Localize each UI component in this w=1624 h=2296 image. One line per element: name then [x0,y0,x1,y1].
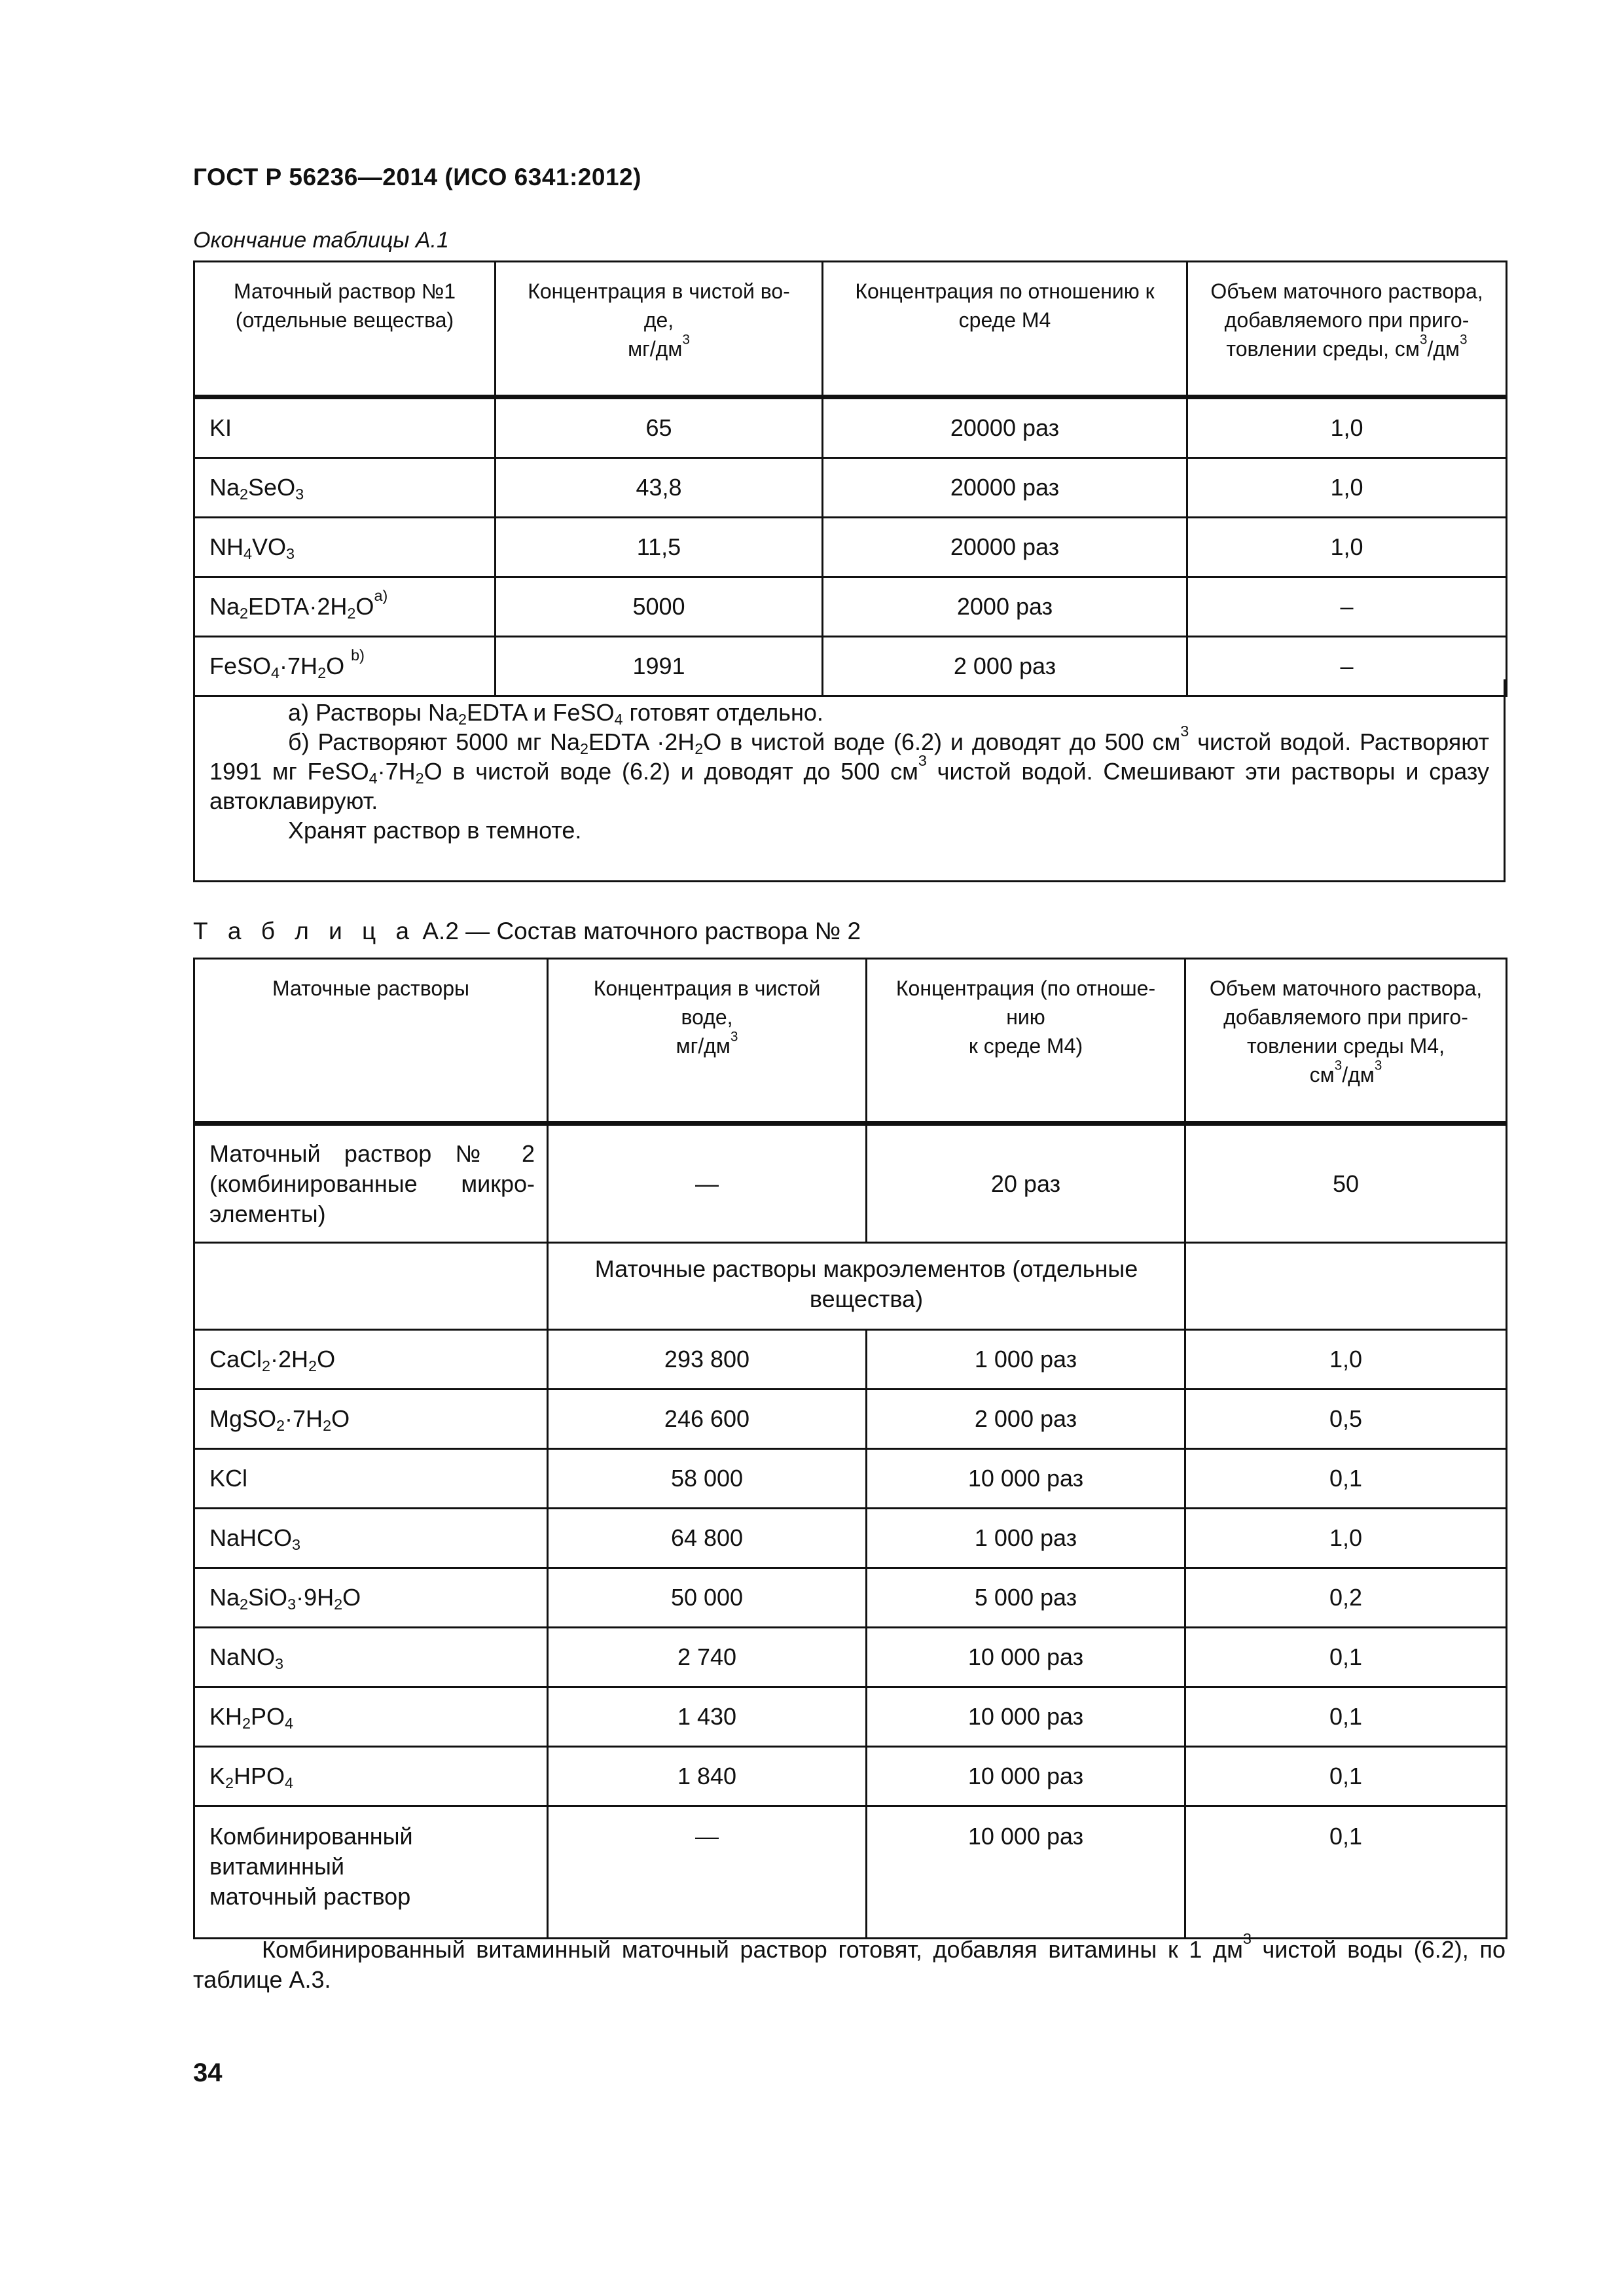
concentration-cell: 1 430 [548,1687,867,1747]
volume-cell: 0,1 [1185,1449,1507,1509]
ratio-cell: 20000 раз [823,458,1187,518]
table-row [194,518,1507,577]
volume-cell: 0,1 [1185,1628,1507,1687]
table-row [194,1509,1507,1568]
concentration-cell: 5000 [496,577,823,637]
t2-header-volume: Объем маточного раствора, добавляемого при приго- товлении среды М4, $см^3/дм^3$ [1185,959,1507,1124]
table-row [194,1390,1507,1449]
table-section-row [194,1243,1507,1330]
volume-cell: 50 [1185,1124,1507,1243]
table-row [194,1747,1507,1806]
substance-name: Комбинированный витаминный маточный раствор [194,1806,548,1939]
concentration-cell: — [548,1806,867,1939]
table1-caption: Окончание таблицы А.1 [193,228,449,253]
volume-cell: 0,1 [1185,1687,1507,1747]
table-row [194,397,1507,458]
substance-name: KCl [194,1449,548,1509]
table-a2 [193,958,1507,1939]
concentration-cell: 11,5 [496,518,823,577]
volume-cell: 0,1 [1185,1806,1507,1939]
volume-cell: 1,0 [1185,1330,1507,1390]
concentration-cell: 2 740 [548,1628,867,1687]
concentration-cell: 58 000 [548,1449,867,1509]
table1-footnotes [193,679,1506,882]
table-row [194,1449,1507,1509]
substance-name: $MgSO_2\cdot 7H_2O$ [194,1390,548,1449]
substance-name: $FeSO_4\cdot 7H_2O$ $^{b)}$ [194,637,496,696]
volume-cell: – [1187,637,1507,696]
ratio-cell: 1 000 раз [867,1330,1185,1390]
concentration-cell: 1991 [496,637,823,696]
table-row [194,1568,1507,1628]
substance-name: KI [194,397,496,458]
ratio-cell: 2 000 раз [867,1390,1185,1449]
ratio-cell: 20000 раз [823,397,1187,458]
substance-name: NaHCO$_3$ [194,1509,548,1568]
concentration-cell: 64 800 [548,1509,867,1568]
volume-cell: 1,0 [1187,397,1507,458]
ratio-cell: 10 000 раз [867,1747,1185,1806]
substance-name: $Na_2EDTA\cdot 2H_2O^{a)}$ [194,577,496,637]
ratio-cell: 10 000 раз [867,1687,1185,1747]
macro-heading: Маточные растворы макроэлементов (отдельные вещества) [548,1243,1185,1330]
table-row [194,1124,1507,1243]
t1-header-concentration: Концентрация в чистой во- де, $мг/дм^3$ [496,262,823,397]
concentration-cell: — [548,1124,867,1243]
substance-name: Маточный раствор № 2 (комбинированные микро- элементы) [194,1124,548,1243]
substance-name: $KH_2PO_4$ [194,1687,548,1747]
t1-header-ratio: Концентрация по отношению к среде М4 [823,262,1187,397]
table-row [194,458,1507,518]
t2-header-concentration: Концентрация в чистой воде, $мг/дм^3$ [548,959,867,1124]
substance-name: $K_2HPO_4$ [194,1747,548,1806]
volume-cell: – [1187,577,1507,637]
ratio-cell: 10 000 раз [867,1806,1185,1939]
concentration-cell: 246 600 [548,1390,867,1449]
ratio-cell: 2 000 раз [823,637,1187,696]
table-row [194,1330,1507,1390]
substance-name: $Na_2SeO_3$ [194,458,496,518]
t2-header-stock: Маточные растворы [194,959,548,1124]
substance-name: $NH_4VO_3$ [194,518,496,577]
table-row [194,1628,1507,1687]
t1-header-volume: Объем маточного раствора, добавляемого при приго- товлении среды, $см^3/дм^3$ [1187,262,1507,397]
footnote-a: а) Растворы $Na_2EDTA$ и FeSO$_4$ готовят отдельно. [288,699,823,728]
table-row [194,577,1507,637]
ratio-cell: 2000 раз [823,577,1187,637]
table2-caption: Т а б л и ц а А.2 — Состав маточного раствора № 2 [193,918,861,944]
concentration-cell: 1 840 [548,1747,867,1806]
footnote-storage: Хранят раствор в темноте. [288,817,582,844]
volume-cell: 0,1 [1185,1747,1507,1806]
document-header: ГОСТ Р 56236—2014 (ИСО 6341:2012) [193,164,641,190]
ratio-cell: 10 000 раз [867,1449,1185,1509]
t1-header-stock: Маточный раствор №1 (отдельные вещества) [194,262,496,397]
ratio-cell: 20000 раз [823,518,1187,577]
substance-name: $CaCl_2\cdot 2H_2O$ [194,1330,548,1390]
substance-name: NaNO$_3$ [194,1628,548,1687]
volume-cell: 1,0 [1187,458,1507,518]
page-number: 34 [193,2058,223,2087]
vitamin-note: Комбинированный витаминный маточный раствор готовят, добавляя витамины к 1 $дм^3$ чистой воды (6.2), по таблице А.3. [193,1929,1506,1993]
table-row [194,1806,1507,1939]
empty-cell [194,1243,548,1330]
ratio-cell: 1 000 раз [867,1509,1185,1568]
ratio-cell: 10 000 раз [867,1628,1185,1687]
table-row [194,1687,1507,1747]
volume-cell: 0,2 [1185,1568,1507,1628]
volume-cell: 1,0 [1185,1509,1507,1568]
concentration-cell: 50 000 [548,1568,867,1628]
ratio-cell: 5 000 раз [867,1568,1185,1628]
t2-header-ratio: Концентрация (по отноше- нию к среде М4) [867,959,1185,1124]
ratio-cell: 20 раз [867,1124,1185,1243]
concentration-cell: 293 800 [548,1330,867,1390]
substance-name: $Na_2SiO_3\cdot 9H_2O$ [194,1568,548,1628]
footnote-b: б) Растворяют 5000 мг $Na_2EDTA \cdot 2H_2O$ в чистой воде (6.2) и доводят до 500 $см^3$ чистой водой. Растворяют 1991 мг $FeSO_4\cdot 7H_2O$ в чистой воде (6.2) и доводят до 500 $см^3$ чистой водой. Смешивают эти растворы и сразу автоклавируют. [209,722,1489,814]
concentration-cell: 43,8 [496,458,823,518]
table-a1-end [193,260,1507,697]
volume-cell: 1,0 [1187,518,1507,577]
empty-cell [1185,1243,1507,1330]
concentration-cell: 65 [496,397,823,458]
volume-cell: 0,5 [1185,1390,1507,1449]
